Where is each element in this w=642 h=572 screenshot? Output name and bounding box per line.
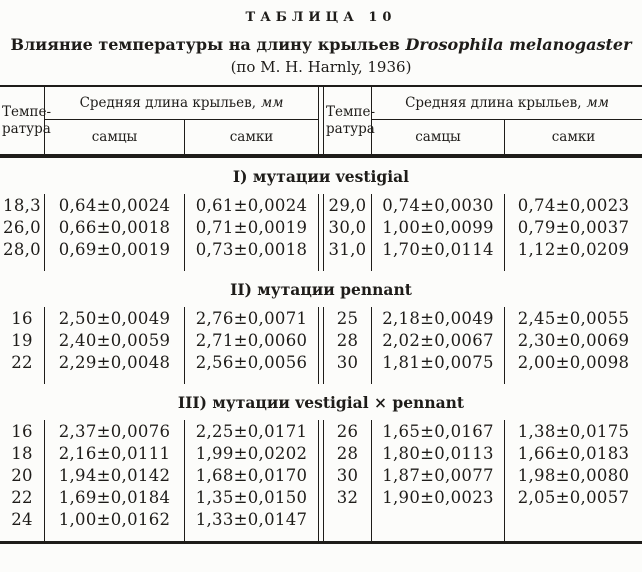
table-body — [0, 158, 642, 541]
section-rows — [0, 420, 642, 541]
temperature-cell — [324, 530, 372, 541]
females-column-header-right: самки — [551, 129, 596, 145]
temperature-cell: 18 — [0, 442, 45, 464]
males-value-cell: 0,74±0,0030 — [372, 194, 505, 216]
species-name: Drosophila melanogaster — [405, 35, 632, 54]
temperature-cell — [0, 373, 45, 384]
section-label: III) мутации vestigial × pennant — [177, 392, 465, 412]
temperature-cell: 30,0 — [324, 216, 372, 238]
females-value-cell: 0,71±0,0019 — [195, 217, 308, 237]
females-value-cell: 1,35±0,0150 — [195, 487, 308, 507]
temperature-header-line1: Темпе- — [2, 103, 52, 120]
females-value-cell — [185, 373, 318, 384]
temperature-cell — [324, 260, 372, 271]
males-value-cell: 2,50±0,0049 — [45, 307, 185, 329]
males-value-cell: 2,02±0,0067 — [372, 329, 505, 351]
temperature-cell: 26 — [324, 420, 372, 442]
temperature-cell: 22 — [0, 486, 45, 508]
females-value-cell: 0,61±0,0024 — [195, 195, 308, 215]
temperature-cell: 30 — [324, 464, 372, 486]
males-value-cell: 2,29±0,0048 — [45, 351, 185, 373]
wing-length-span-right — [372, 87, 642, 154]
females-value-cell — [185, 530, 318, 541]
males-value-cell: 0,64±0,0024 — [45, 194, 185, 216]
males-value-cell: 2,40±0,0059 — [45, 329, 185, 351]
females-value-cell: 2,71±0,0060 — [195, 330, 308, 350]
temperature-column-header-right — [324, 87, 376, 154]
wing-length-unit: мм — [261, 95, 284, 111]
temperature-cell — [0, 260, 45, 271]
males-value-cell — [372, 530, 505, 541]
males-value-cell: 2,16±0,0111 — [45, 442, 185, 464]
section-label: I) мутации vestigial — [232, 166, 410, 186]
males-value-cell — [45, 530, 185, 541]
temperature-cell — [324, 508, 372, 530]
males-value-cell — [372, 373, 505, 384]
males-value-cell: 1,80±0,0113 — [372, 442, 505, 464]
table-header — [0, 85, 642, 158]
males-value-cell: 0,66±0,0018 — [45, 216, 185, 238]
females-value-cell: 1,99±0,0202 — [195, 443, 308, 463]
temperature-cell: 31,0 — [324, 238, 372, 260]
temperature-cell: 18,3 — [0, 194, 45, 216]
wing-length-unit: мм — [586, 95, 609, 111]
wing-length-header-text: Средняя длина крыльев, — [79, 95, 257, 111]
sex-subheader-right — [372, 120, 642, 154]
temperature-cell: 28 — [324, 329, 372, 351]
temperature-cell: 25 — [324, 307, 372, 329]
females-value-cell — [185, 260, 318, 271]
males-value-cell: 2,37±0,0076 — [45, 420, 185, 442]
males-value-cell: 1,65±0,0167 — [372, 420, 505, 442]
females-value-cell: 0,73±0,0018 — [195, 239, 308, 259]
section-label: II) мутации pennant — [230, 279, 412, 299]
females-value-cell: 2,05±0,0057 — [517, 487, 630, 507]
males-value-cell: 1,00±0,0099 — [372, 216, 505, 238]
females-value-cell — [505, 260, 642, 271]
males-value-cell: 0,69±0,0019 — [45, 238, 185, 260]
temperature-cell: 16 — [0, 420, 45, 442]
temperature-cell: 20 — [0, 464, 45, 486]
females-value-cell: 1,38±0,0175 — [517, 421, 630, 441]
section-rows — [0, 194, 642, 271]
males-column-header-left: самцы — [45, 120, 185, 154]
temperature-cell: 22 — [0, 351, 45, 373]
males-value-cell: 1,81±0,0075 — [372, 351, 505, 373]
temperature-cell: 32 — [324, 486, 372, 508]
males-value-cell: 2,18±0,0049 — [372, 307, 505, 329]
females-value-cell: 2,00±0,0098 — [517, 352, 630, 372]
females-value-cell: 1,98±0,0080 — [517, 465, 630, 485]
temperature-cell: 24 — [0, 508, 45, 530]
temperature-header-line2: ратура — [326, 120, 375, 137]
males-value-cell: 1,00±0,0162 — [45, 508, 185, 530]
temperature-cell: 30 — [324, 351, 372, 373]
table-bottom-rule — [0, 541, 642, 544]
females-value-cell: 1,66±0,0183 — [517, 443, 630, 463]
table-number-label: ТАБЛИЦА 10 — [245, 10, 397, 25]
table-title-text: Влияние температуры на длину крыльев — [10, 35, 400, 54]
wing-length-header-text: Средняя длина крыльев, — [405, 95, 582, 111]
males-value-cell: 1,90±0,0023 — [372, 486, 505, 508]
temperature-cell: 19 — [0, 329, 45, 351]
males-value-cell — [45, 373, 185, 384]
males-value-cell — [372, 260, 505, 271]
wing-length-span-left — [45, 87, 318, 154]
temperature-cell: 29,0 — [324, 194, 372, 216]
table-title — [0, 35, 642, 54]
females-value-cell — [505, 530, 642, 541]
table-caption — [0, 0, 642, 76]
females-value-cell: 1,33±0,0147 — [195, 509, 308, 529]
males-value-cell: 1,94±0,0142 — [45, 464, 185, 486]
females-value-cell: 2,30±0,0069 — [517, 330, 630, 350]
males-column-header-right: самцы — [372, 120, 505, 154]
temperature-column-header-left — [0, 87, 52, 154]
females-value-cell — [505, 373, 642, 384]
section-rows — [0, 307, 642, 384]
females-value-cell: 2,25±0,0171 — [195, 421, 308, 441]
temperature-cell — [0, 530, 45, 541]
wing-length-header-right — [372, 87, 642, 120]
males-value-cell — [372, 508, 505, 530]
females-value-cell: 2,56±0,0056 — [195, 352, 308, 372]
females-value-cell — [505, 508, 642, 530]
males-value-cell — [45, 260, 185, 271]
temperature-cell: 28,0 — [0, 238, 45, 260]
wing-length-header-left — [45, 87, 318, 120]
females-value-cell: 0,79±0,0037 — [517, 217, 630, 237]
females-value-cell: 1,68±0,0170 — [195, 465, 308, 485]
females-value-cell: 2,45±0,0055 — [517, 308, 630, 328]
temperature-cell: 16 — [0, 307, 45, 329]
data-table — [0, 85, 642, 544]
temperature-cell: 28 — [324, 442, 372, 464]
attribution: (по M. H. Harnly, 1936) — [230, 58, 412, 76]
males-value-cell: 1,70±0,0114 — [372, 238, 505, 260]
sex-subheader-left — [45, 120, 318, 154]
temperature-header-line2: ратура — [2, 120, 51, 137]
temperature-cell — [324, 373, 372, 384]
males-value-cell: 1,87±0,0077 — [372, 464, 505, 486]
females-column-header-left: самки — [229, 129, 274, 145]
females-value-cell: 0,74±0,0023 — [517, 195, 630, 215]
males-value-cell: 1,69±0,0184 — [45, 486, 185, 508]
females-value-cell: 1,12±0,0209 — [517, 239, 630, 259]
females-value-cell: 2,76±0,0071 — [195, 308, 308, 328]
temperature-cell: 26,0 — [0, 216, 45, 238]
temperature-header-line1: Темпе- — [326, 103, 376, 120]
